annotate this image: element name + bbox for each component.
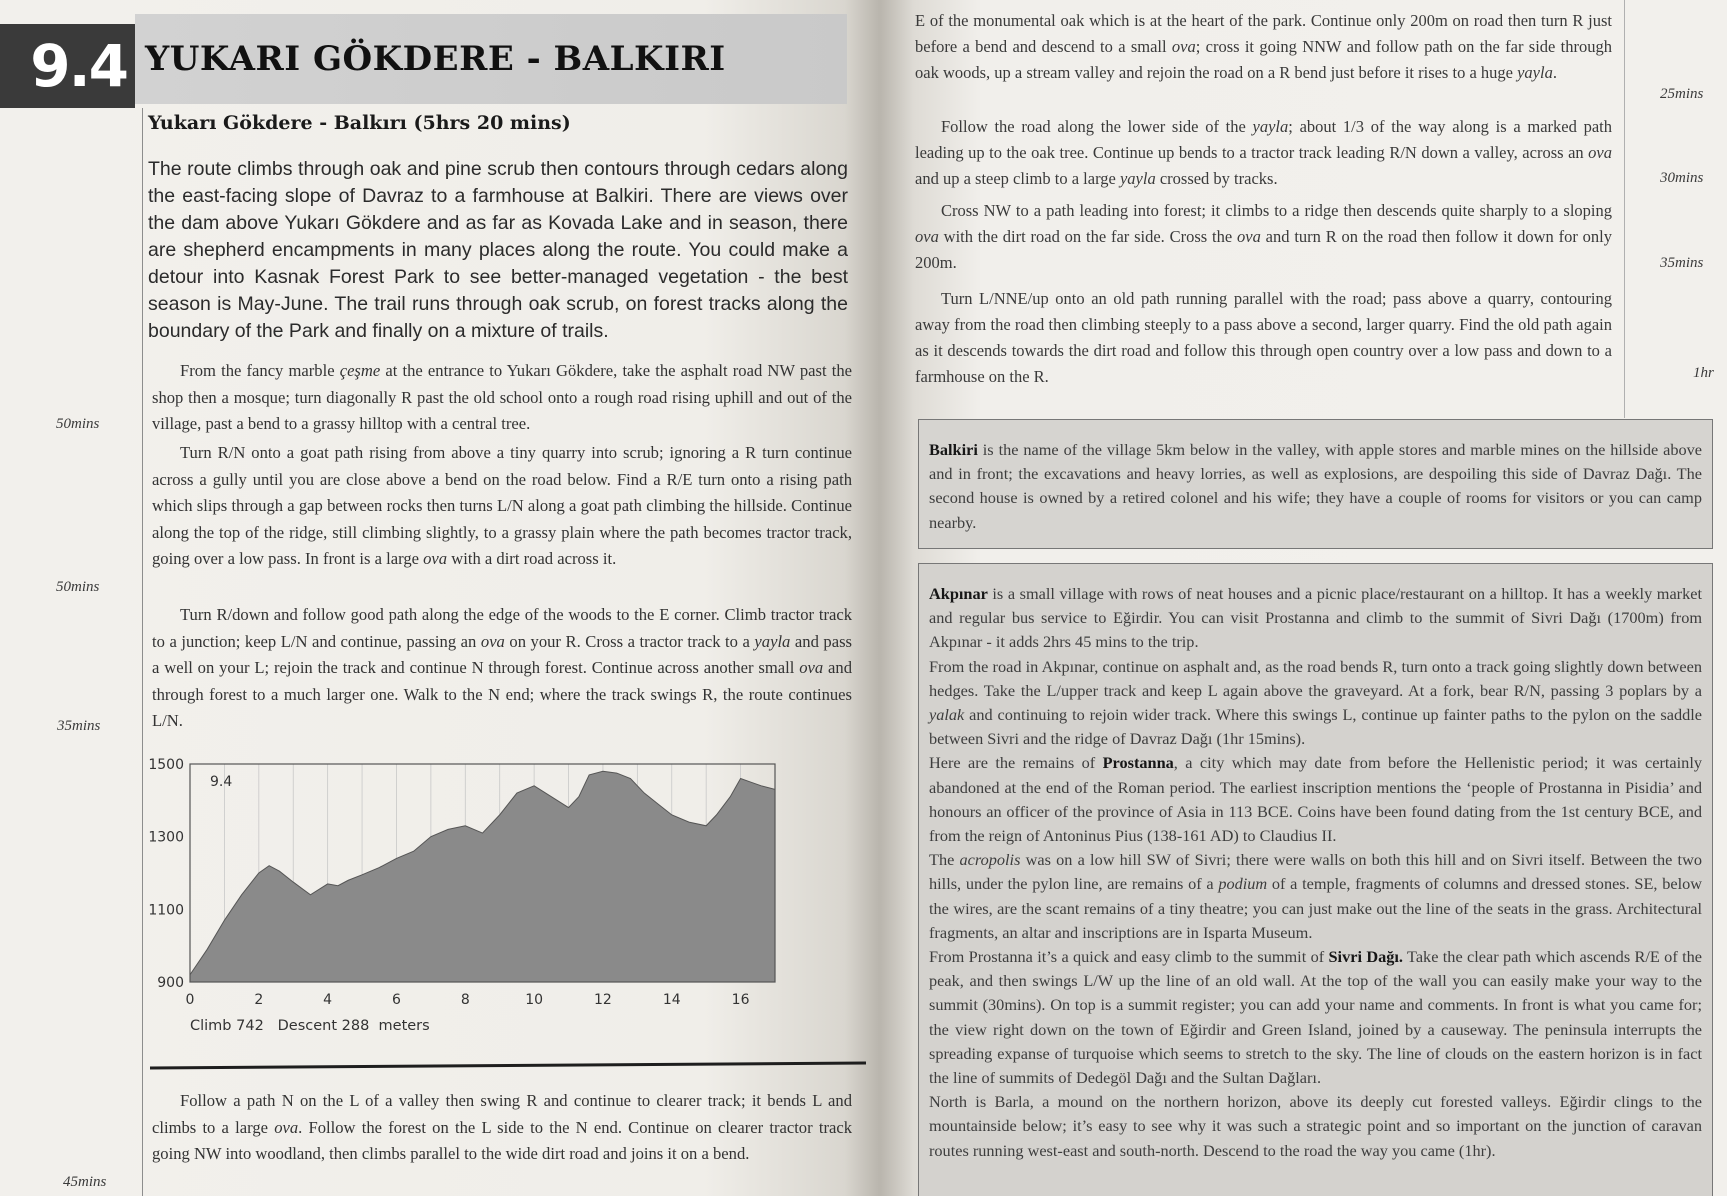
route-paragraph-3: Turn R/down and follow good path along the edge of the woods to the E corner. Climb tractor track to a junction; keep L/N and continue, passing an ova on your R. Cross a tractor track to a yayla and pass a well on your L; rejoin the track and continue N through forest. Continue across another small ova and through forest to a much larger one. Walk to the N end; where the track swings R, the route continues L/N. — [152, 605, 852, 730]
chart-x-tick-label: 2 — [254, 992, 264, 1008]
chart-y-tick-label: 900 — [157, 975, 184, 991]
chart-y-ticks — [148, 758, 184, 991]
chart-x-tick-label: 10 — [525, 992, 544, 1008]
right-paragraph-1: E of the monumental oak which is at the heart of the park. Continue only 200m on road then turn R just before a bend and descend to a small ova; cross it going NNW and follow path on the far side through oak woods, up a stream valley and rejoin the road on a R bend just before it rises to a huge yayla. — [915, 11, 1613, 82]
chapter-number-block — [0, 24, 135, 108]
right-paragraph-2: Follow the road along the lower side of the yayla; about 1/3 of the way along is a marked path leading up to the oak tree. Continue up bends to a tractor track leading R/N down a valley, across an ova and up a steep climb to a large yayla crossed by tracks. — [915, 117, 1612, 188]
margin-time-3: 35mins — [57, 718, 101, 734]
right-time-1: 25mins — [1660, 86, 1704, 102]
right-time-2: 30mins — [1660, 170, 1704, 186]
chart-y-tick-label: 1100 — [148, 902, 184, 919]
page-title: YUKARI GÖKDERE - BALKIRI — [145, 39, 726, 79]
route-paragraph-1: From the fancy marble çeşme at the entrance to Yukarı Gökdere, take the asphalt road NW past the shop then a mosque; turn diagonally R past the old school onto a rough road rising uphill and out of the village, past a bend to a grassy hilltop with a central tree. — [152, 361, 853, 433]
elevation-area — [190, 771, 775, 982]
chart-x-ticks — [186, 992, 750, 1008]
chart-y-tick-label: 1300 — [148, 829, 184, 846]
route-paragraph-2: Turn R/N onto a goat path rising from above a tiny quarry into scrub; ignoring a R turn continue across a gully until you are close above a bend on the road below. Find a R/E turn onto a rising path which slips through a gap between rocks then turns L/N along a goat path climbing the hillside. Continue along the top of the ridge, still climbing slightly, to a grassy plain where the path becomes tractor track, going over a low pass. In front is a large ova with a dirt road across it. — [152, 443, 852, 568]
title-band — [135, 14, 847, 104]
route-paragraph-4: Follow a path N on the L of a valley then swing R and continue to clearer track; it bends L and climbs to a large ova. Follow the forest on the L side to the N end. Continue on clearer tractor track going NW into woodland, then climbs parallel to the wide dirt road and joins it on a bend. — [152, 1091, 852, 1163]
right-margin-rule — [1624, 0, 1625, 418]
balkiri-text: Balkiri is the name of the village 5km below in the valley, with apple stores and marble mines on the hillside above and in front; the excavations and heavy lorries, as well as explosions, are despoiling this side of Davraz Dağı. The second house is owned by a retired colonel and his wife; they have a couple of rooms for visitors or you can camp nearby. — [929, 440, 1702, 532]
chapter-number: 9.4 — [30, 32, 127, 100]
chart-x-tick-label: 0 — [185, 992, 195, 1008]
route-subtitle: Yukarı Gökdere - Balkırı (5hrs 20 mins) — [148, 112, 571, 134]
chart-x-tick-label: 14 — [662, 992, 681, 1008]
chart-inner-label: 9.4 — [210, 774, 233, 790]
chart-x-tick-label: 8 — [460, 992, 470, 1008]
margin-time-2: 50mins — [56, 579, 100, 595]
chart-x-tick-label: 4 — [323, 992, 333, 1008]
chart-x-tick-label: 12 — [594, 992, 612, 1008]
balkiri-info-box — [918, 419, 1713, 549]
right-time-3: 35mins — [1660, 255, 1704, 271]
akpinar-text: Akpınar is a small village with rows of neat houses and a picnic place/restaurant on a hilltop. It has a weekly market and regular bus service to Eğirdir. You can visit Prostanna and climb to the summit of Sivri Dağı (1700m) from Akpınar - it adds 2hrs 45 mins to the trip. From the road in Akpınar, continue on asphalt and, as the road bends R, turn onto a track going slightly down between hedges. Take the L/upper track and keep L again above the graveyard. At a fork, bear R/N, passing 3 poplars by a yalak and continuing to rejoin wider track. Where this swings L, continue up fainter paths to the pylon on the saddle between Sivri and the ridge of Davraz Dağı (1hr 15mins). Here are the remains of Prostanna, a city which may date from before the Hellenistic period; it was certainly abandoned at the end of the Roman period. The earliest inscription mentions the ‘people of Prostanna in Pisidia’ and honours an officer of the province of Asia in 113 BCE. Coins have been found dating from the 1st century BCE, and from the reign of Antoninus Pius (138-161 AD) to Claudius II. The acropolis was on a low hill SW of Sivri; there were walls on both this hill and on Sivri itself. Between the two hills, under the pylon line, are remains of a podium of a temple, fragments of columns and dressed stones. SE, below the wires, are the scant remains of a tiny theatre; you can just make out the line of the seats in the grass. Architectural fragments, an altar and inscriptions are in Isparta Museum. From Prostanna it’s a quick and easy climb to the summit of Sivri Dağı. Take the clear path which ascends R/E of the peak, and then swings L/W up the line of an old wall. At the top of the wall you can easily make your way to the summit (30mins). On top is a summit register; you can add your name and comments. In front is what you came for; the view right down on the town of Eğirdir and Green Island, joined by a causeway. The peninsula interrupts the spreading expanse of turquoise which seems to stretch to the sky. The line of clouds on the eastern horizon is in fact the line of summits of Dedegöl Dağı and the Sultan Dağları. North is Barla, a mound on the northern horizon, above its deeply cut forested valleys. Eğirdir clings to the mountainside below; it’s easy to see why it was such a strategic point and so important on the junction of caravan routes running west-east and south-north. Descend to the road the way you came (1hr). — [929, 584, 1703, 1160]
elevation-profile-chart — [148, 758, 858, 1058]
chart-y-tick-label: 1500 — [148, 758, 184, 773]
right-paragraph-3: Cross NW to a path leading into forest; it climbs to a ridge then descends quite sharply to a sloping ova with the dirt road on the far side. Cross the ova and turn R on the road then follow it down for only 200m. — [915, 201, 1613, 272]
right-time-4: 1hr — [1693, 365, 1714, 381]
margin-time-4: 45mins — [63, 1174, 107, 1190]
chart-x-tick-label: 6 — [392, 992, 401, 1008]
chart-x-label: Climb 742 Descent 288 meters — [190, 1018, 430, 1034]
route-intro: The route climbs through oak and pine scrub then contours through cedars along the east-facing slope of Davraz to a farmhouse at Balkiri. There are views over the dam above Yukarı Gökdere and as far as Kovada Lake and in season, there are shepherd encampments in many places along the route. You could make a detour into Kasnak Forest Park to see better-managed vegetation - the best season is May-June. The trail runs through oak scrub, on forest tracks along the boundary of the Park and finally on a mixture of trails. — [148, 158, 848, 342]
akpinar-info-box — [918, 563, 1713, 1196]
margin-time-1: 50mins — [56, 416, 100, 432]
left-margin-rule — [142, 108, 143, 1196]
chart-x-tick-label: 16 — [731, 992, 750, 1008]
right-paragraph-4: Turn L/NNE/up onto an old path running parallel with the road; pass above a quarry, contouring away from the road then climbing steeply to a pass above a second, larger quarry. Find the old path again as it descends towards the dirt road and follow this through open country over a low pass and down to a farmhouse on the R. — [915, 289, 1612, 386]
